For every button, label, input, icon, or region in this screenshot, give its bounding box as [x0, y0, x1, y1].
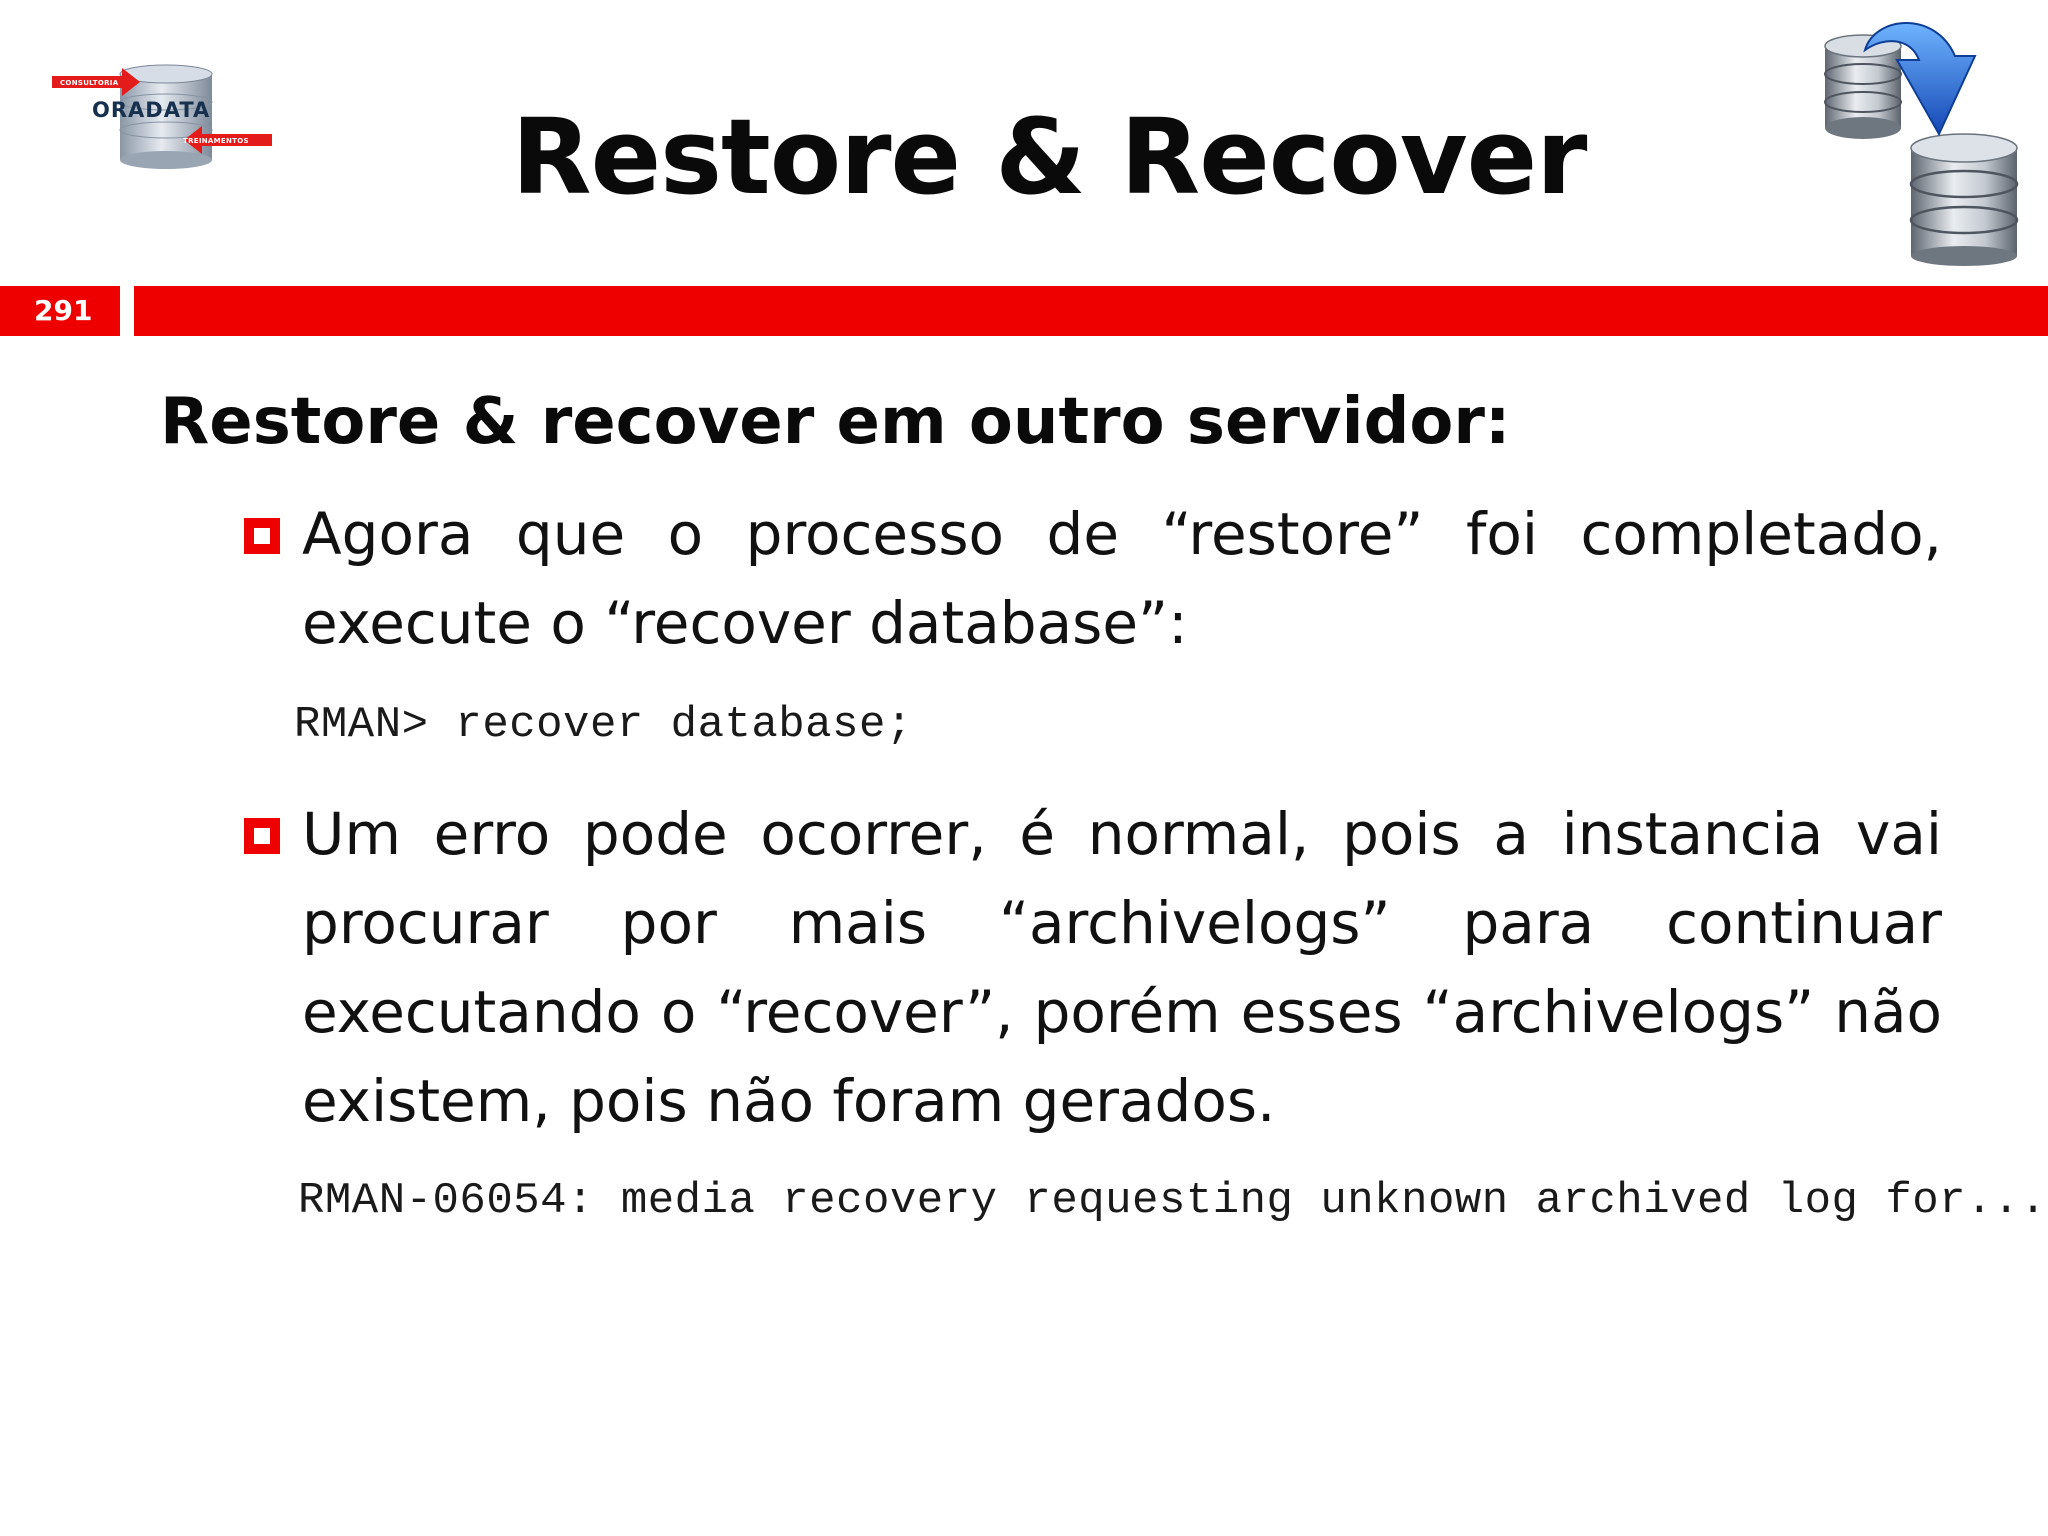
code-snippet-2: RMAN-06054: media recovery requesting unknown archived log for... [298, 1176, 2047, 1226]
logo-tag-top: CONSULTORIA [60, 79, 119, 87]
square-bullet-icon [244, 818, 280, 854]
slide-title: Restore & Recover [511, 96, 1587, 218]
bullet-text-2: Um erro pode ocorrer, é normal, pois a instancia vai procurar por mais “archivelogs” para continuar executando o “recover”, porém esses “archivelogs” não existem, pois não foram gerados. [302, 800, 1942, 1135]
header-divider-bar [134, 286, 2048, 336]
logo-wordmark: ORADATA [92, 98, 211, 122]
square-bullet-icon [244, 518, 280, 554]
logo-tag-bottom: TREINAMENTOS [183, 137, 249, 145]
code-snippet-1: RMAN> recover database; [294, 700, 913, 750]
section-heading: Restore & recover em outro servidor: [160, 385, 1511, 459]
slide-number: 291 [0, 286, 120, 336]
bullet-text-1: Agora que o processo de “restore” foi completado, execute o “recover database”: [302, 500, 1942, 657]
database-restore-icon [1815, 16, 2025, 266]
